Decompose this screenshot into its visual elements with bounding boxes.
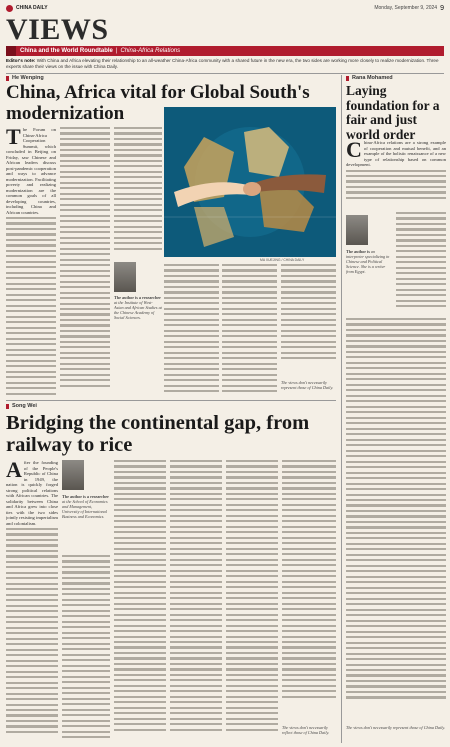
article2-author-note-text: at the School of Economics and Management, University of International Business and Economics. [62, 499, 108, 519]
article1-disclaimer: The views don't necessarily represent those of China Daily. [281, 380, 334, 390]
article2-column-2 [62, 555, 110, 744]
photo-credit: MA XUEJING / CHINA DAILY [260, 258, 305, 262]
article3-author-photo [346, 215, 368, 245]
article2-author-note-name: The author is a researcher [62, 494, 109, 499]
handshake-illustration-icon [164, 107, 336, 257]
article1-column-4 [164, 264, 219, 396]
article3-body-text [346, 318, 446, 699]
article2-headline: Bridging the continental gap, from railway to rice [6, 412, 310, 456]
article3-dropcap: C [346, 140, 362, 162]
page-number: 9 [440, 4, 444, 12]
article3-author-note-text: an interpreter specializing in Chinese and Political Science. She is a writer from Egypt. [346, 249, 390, 274]
article1-body-text [222, 264, 277, 392]
article3-byline [346, 75, 393, 81]
article1-dropcap: T [6, 127, 21, 149]
date-and-page [374, 5, 444, 12]
section-title: VIEWS [6, 13, 109, 46]
paper-name: CHINA DAILY [16, 5, 48, 11]
byline-marker-icon [346, 76, 349, 81]
masthead [6, 3, 444, 13]
article1-author-note-text: at the Institute of West-Asian and African Studies at the Chinese Academy of Social Sciences. [114, 300, 162, 320]
article3-disclaimer: The views don't necessarily represent those of China Daily. [346, 725, 446, 730]
byline-marker-icon [6, 404, 9, 409]
article3-body-text [396, 212, 446, 307]
article1-body-text [164, 264, 219, 392]
article3-body-text [346, 170, 446, 200]
article3-lead: hina-Africa relations are a strong example of cooperation and mutual benefit, and an example of the holistic renaissance of a new type of relationship based on common development. [346, 140, 446, 167]
article1-byline [6, 75, 44, 81]
series-banner [6, 46, 444, 56]
article1-author: He Wenping [12, 75, 44, 81]
paper-logo [6, 5, 48, 12]
article2-lead: fter the founding of the People's Republic of China in 1949, the nation is quickly forged strong political relations with African countries. The solidarity between China and Africa grew into close ties with the two sides jointly resisting imperialism and colonialism. [6, 460, 58, 526]
article2-author-photo [62, 460, 84, 490]
article2-column-3 [114, 460, 166, 744]
series-subtitle: China-Africa Relations [120, 48, 181, 54]
article2-body-text [6, 528, 58, 733]
article1-body-text [60, 127, 110, 387]
article2-disclaimer: The views don't necessarily reflect those of China Daily. [282, 725, 330, 735]
article3-column-lead [346, 140, 446, 210]
article3-column-3 [346, 318, 446, 718]
article1-body-text [6, 217, 56, 397]
article1-column-5 [222, 264, 277, 396]
article2-author-note [62, 494, 110, 519]
article1-column-2 [60, 127, 110, 397]
article2-body-text [62, 555, 110, 738]
article2-byline [6, 403, 37, 409]
editor-note-label: Editor's note: [6, 58, 36, 63]
article1-body-text [281, 264, 336, 359]
editor-note-text: With China and Africa elevating their relationship to an all-weather China-Africa community with a shared future in the new era, the two sides are working more closely to realize modernization. Three experts share their views on the issue with China Daily. [6, 58, 439, 69]
article1-author-note [114, 295, 162, 320]
handshake-illustration [164, 107, 336, 257]
article3-author-note-name: The author is [346, 249, 370, 254]
article1-column-6 [281, 264, 336, 374]
article2-body-text [282, 460, 336, 698]
article2-author: Song Wei [12, 403, 37, 409]
article2-dropcap: A [6, 460, 22, 482]
article3-author: Rana Mohamed [352, 75, 393, 81]
column-divider [341, 75, 342, 743]
divider [6, 400, 336, 401]
article1-column-1 [6, 127, 56, 397]
editor-note [6, 58, 444, 69]
article3-headline: Laying foundation for a fair and just world order [346, 83, 440, 142]
article2-column-6 [282, 460, 336, 715]
divider [6, 73, 444, 74]
article1-column-3 [114, 127, 162, 257]
article2-column-5 [226, 460, 278, 744]
article1-body-text [114, 127, 162, 250]
article1-headline: China, Africa vital for Global South's modernization [6, 82, 310, 124]
article2-body-text [114, 460, 166, 731]
article1-lead: he Forum on China-Africa Cooperation Summit, which concluded in Beijing on Friday, saw Chinese and African leaders discuss post-pandemic cooperation and ways to advance modernization. Facilitating poverty and realizing modernization are the common goals of all developing countries, including China and African countries. [6, 127, 56, 215]
article1-author-note-name: The author is a researcher [114, 295, 161, 300]
banner-square-icon [6, 46, 16, 56]
article2-body-text [226, 460, 278, 731]
china-daily-logo-icon [6, 5, 13, 12]
article2-column-1 [6, 460, 58, 744]
byline-marker-icon [6, 76, 9, 81]
issue-date: Monday, September 9, 2024 [374, 5, 438, 11]
article2-body-text [170, 460, 222, 731]
series-name: China and the World Roundtable [20, 48, 113, 54]
article2-column-4 [170, 460, 222, 744]
article3-author-note [346, 249, 392, 274]
article1-author-photo [114, 262, 136, 292]
article3-column-2 [396, 212, 446, 312]
series-separator: | [115, 48, 118, 54]
